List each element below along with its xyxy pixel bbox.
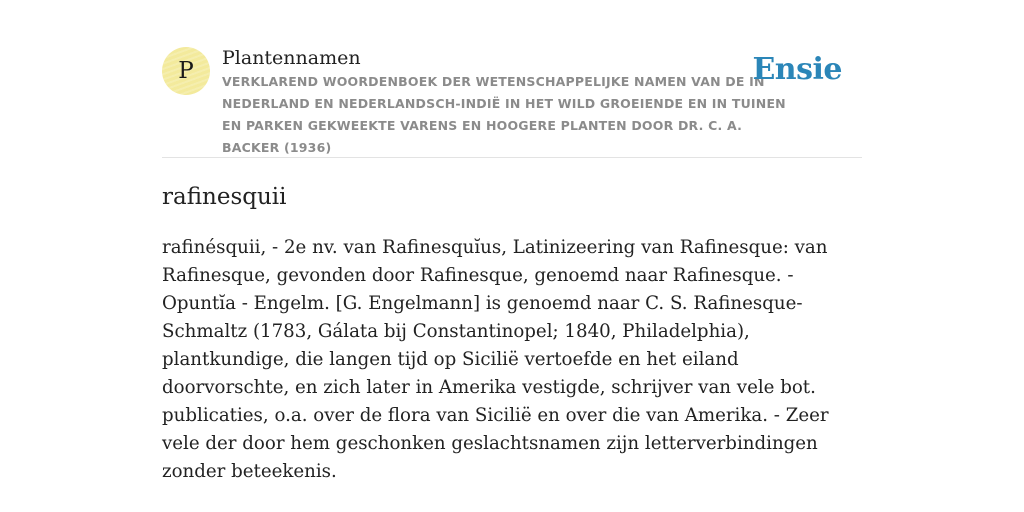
- book-title[interactable]: Plantennamen: [222, 47, 361, 69]
- book-subtitle: VERKLAREND WOORDENBOEK DER WETENSCHAPPELIJKE NAMEN VAN DE IN NEDERLAND EN NEDERLANDSCH-INDIË IN HET WILD GROEIENDE EN IN TUINEN EN PARKEN GEKWEEKTE VARENS EN HOOGERE PLANTEN DOOR DR. C. A. BACKER (1936): [222, 74, 786, 155]
- ensie-logo-link[interactable]: Ensie: [752, 52, 842, 87]
- entry-definition: rafinésquii, - 2e nv. van Rafinesquĭus, Latinizeering van Rafinesque: van Rafinesque, gevonden door Rafinesque, genoemd naar Rafinesque. - Opuntĭa - Engelm. [G. Engelmann] is genoemd naar C. S. Rafinesque-Schmaltz (1783, Gálata bij Constantinopel; 1840, Philadelphia), plantkundige, die langen tijd op Sicilië vertoefde en het eiland doorvorschte, en zich later in Amerika vestigde, schrijver van vele bot. publicaties, o.a. over de flora van Sicilië en over die van Amerika. - Zeer vele der door hem geschonken geslachtsnamen zijn letterverbindingen zonder beteekenis.: [162, 237, 829, 482]
- source-header: [162, 44, 862, 158]
- avatar-letter: P: [178, 58, 194, 84]
- avatar[interactable]: [162, 47, 210, 95]
- entry-headword: rafinesquii: [162, 184, 287, 210]
